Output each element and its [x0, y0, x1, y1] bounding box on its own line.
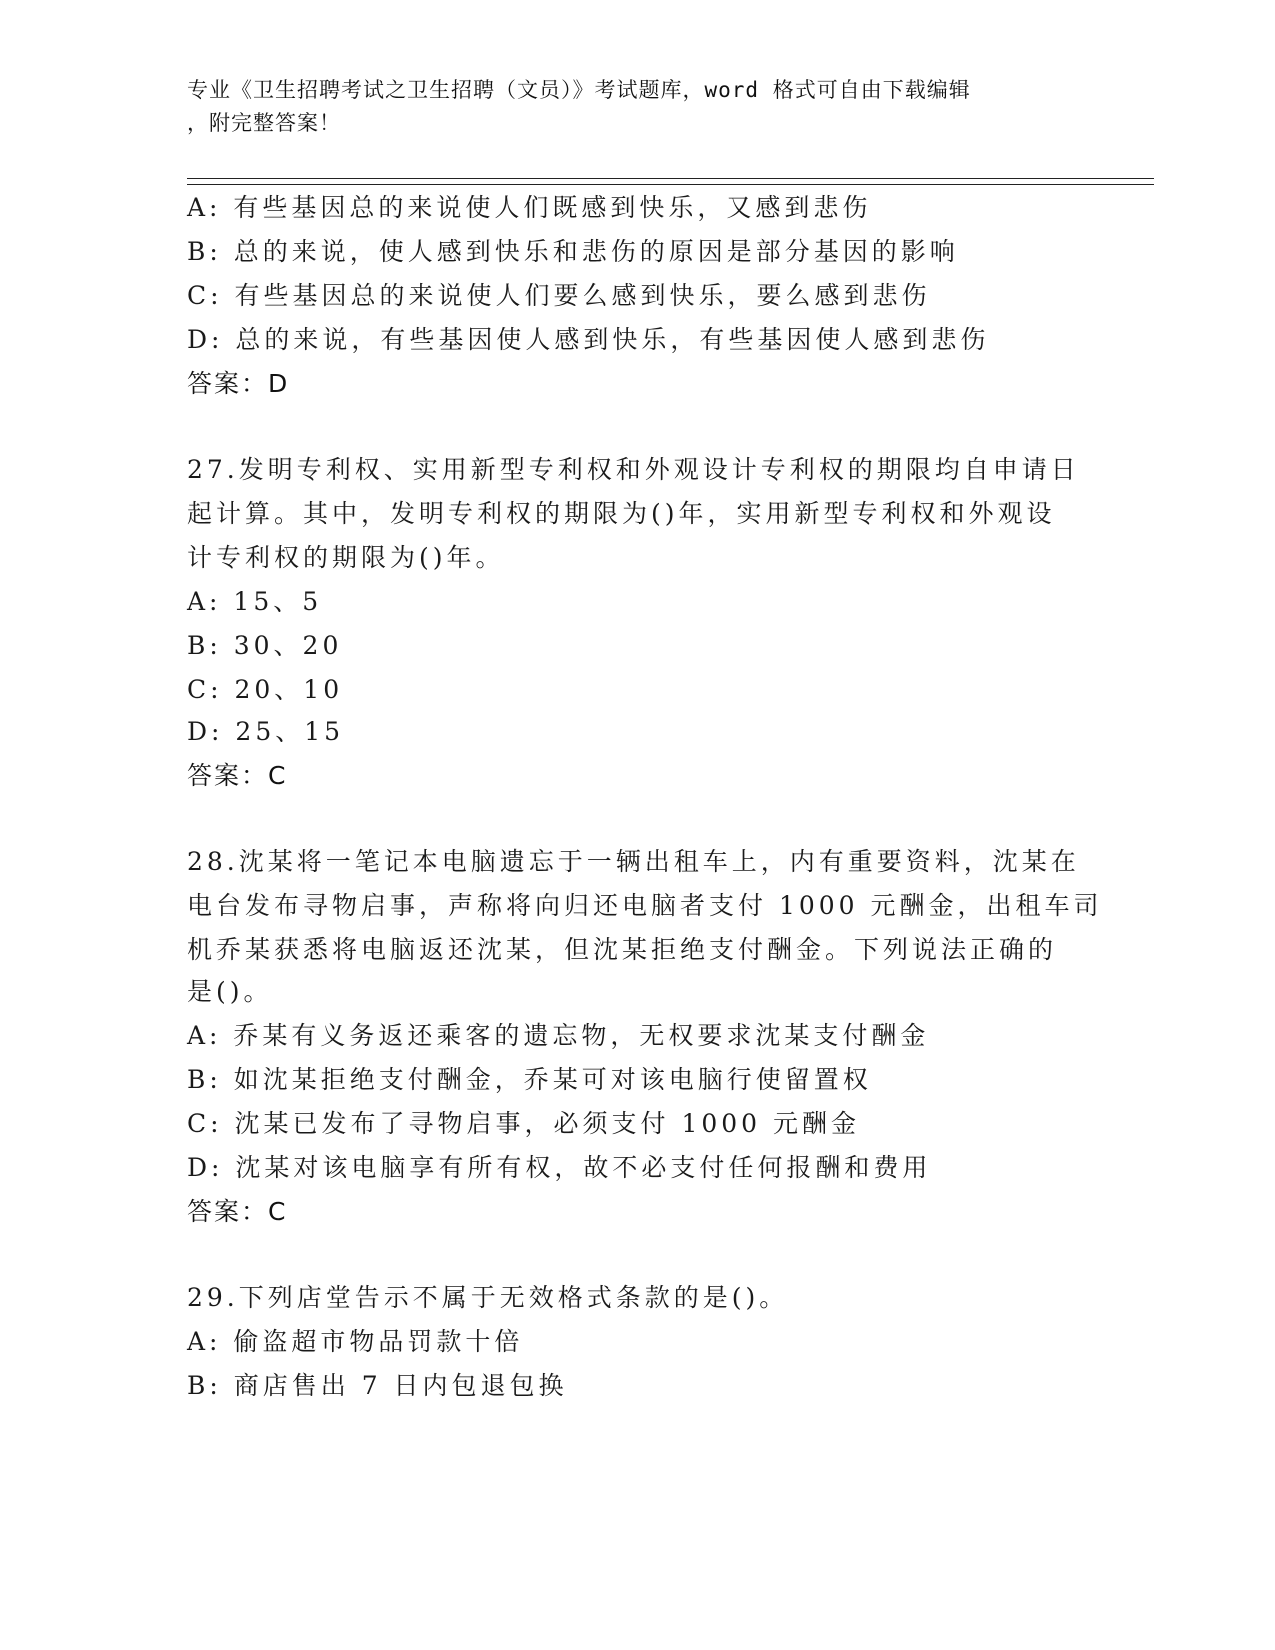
q28-stem-line-4: 是()。: [187, 977, 273, 1006]
q27-option-d: D: 25、15: [187, 717, 345, 746]
q26-option-d: D: 总的来说，有些基因使人感到快乐，有些基因使人感到悲伤: [187, 325, 990, 354]
q28-option-c: C: 沈某已发布了寻物启事，必须支付 1000 元酬金: [187, 1109, 861, 1138]
q28-option-d: D: 沈某对该电脑享有所有权，故不必支付任何报酬和费用: [187, 1153, 932, 1182]
q28-option-a: A: 乔某有义务返还乘客的遗忘物，无权要求沈某支付酬金: [187, 1021, 930, 1050]
q28-stem-line-2: 电台发布寻物启事，声称将向归还电脑者支付 1000 元酬金，出租车司: [187, 891, 1103, 920]
q29-stem-line-1: 29.下列店堂告示不属于无效格式条款的是()。: [187, 1283, 789, 1312]
q27-option-c: C: 20、10: [187, 675, 344, 704]
q27-stem-line-1: 27.发明专利权、实用新型专利权和外观设计专利权的期限均自申请日: [187, 455, 1080, 484]
q29-option-a: A: 偷盗超市物品罚款十倍: [187, 1327, 524, 1356]
q26-option-b: B: 总的来说，使人感到快乐和悲伤的原因是部分基因的影响: [187, 237, 959, 266]
q29-option-b: B: 商店售出 7 日内包退包换: [187, 1371, 568, 1400]
q27-answer: 答案：C: [187, 761, 288, 790]
header-line-1: 专业《卫生招聘考试之卫生招聘（文员）》考试题库，word 格式可自由下载编辑: [187, 78, 971, 102]
q27-stem-line-3: 计专利权的期限为()年。: [187, 543, 505, 572]
q28-answer: 答案：C: [187, 1197, 288, 1226]
q27-option-b: B: 30、20: [187, 631, 343, 660]
q28-stem-line-3: 机乔某获悉将电脑返还沈某，但沈某拒绝支付酬金。下列说法正确的: [187, 935, 1058, 964]
header-line-2: ，附完整答案！: [187, 111, 341, 135]
q27-option-a: A: 15、5: [187, 587, 323, 616]
document-header: [187, 74, 1067, 140]
q27-stem-line-2: 起计算。其中，发明专利权的期限为()年，实用新型专利权和外观设: [187, 499, 1056, 528]
q28-stem-line-1: 28.沈某将一笔记本电脑遗忘于一辆出租车上，内有重要资料，沈某在: [187, 847, 1080, 876]
header-divider-top: [187, 178, 1154, 179]
q26-option-c: C: 有些基因总的来说使人们要么感到快乐，要么感到悲伤: [187, 281, 931, 310]
q26-answer: 答案：D: [187, 369, 290, 398]
q26-option-a: A: 有些基因总的来说使人们既感到快乐，又感到悲伤: [187, 193, 872, 222]
q28-option-b: B: 如沈某拒绝支付酬金，乔某可对该电脑行使留置权: [187, 1065, 872, 1094]
header-divider-bottom: [187, 184, 1154, 185]
